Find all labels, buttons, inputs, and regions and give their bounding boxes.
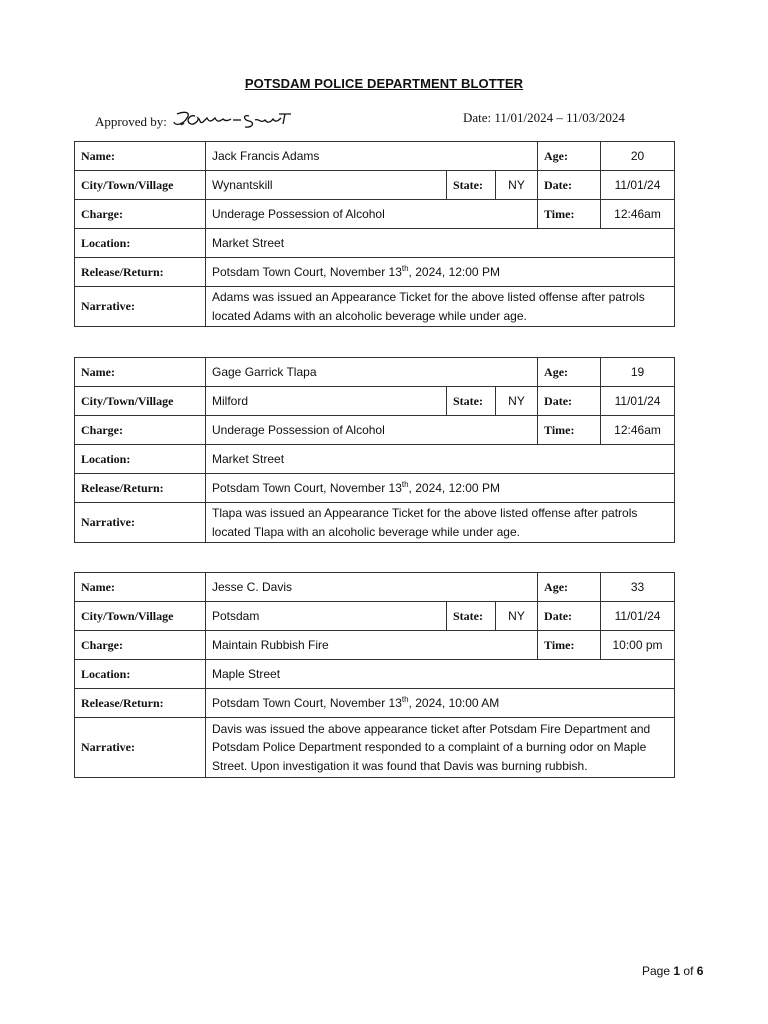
name-value: Jack Francis Adams — [206, 142, 538, 171]
charge-label: Charge: — [75, 200, 206, 229]
date-range: Date: 11/01/2024 – 11/03/2024 — [463, 110, 625, 125]
time-label: Time: — [538, 416, 601, 445]
age-value: 19 — [601, 358, 675, 387]
approved-by — [95, 108, 295, 136]
state-value: NY — [496, 602, 538, 631]
date-label: Date: — [538, 602, 601, 631]
city-label: City/Town/Village — [75, 171, 206, 200]
charge-label: Charge: — [75, 416, 206, 445]
age-value: 33 — [601, 573, 675, 602]
age-label: Age: — [538, 142, 601, 171]
location-value: Market Street — [206, 445, 675, 474]
age-label: Age: — [538, 358, 601, 387]
page-title: POTSDAM POLICE DEPARTMENT BLOTTER — [244, 76, 524, 91]
city-value: Potsdam — [206, 602, 447, 631]
release-value: Potsdam Town Court, November 13th, 2024, 12:00 PM — [206, 474, 675, 503]
narrative-value: Tlapa was issued an Appearance Ticket for the above listed offense after patrols located Tlapa with an alcoholic beverage while under age. — [206, 503, 675, 543]
release-label: Release/Return: — [75, 689, 206, 718]
city-value: Wynantskill — [206, 171, 447, 200]
date-label: Date: — [538, 171, 601, 200]
location-label: Location: — [75, 660, 206, 689]
release-value: Potsdam Town Court, November 13th, 2024, 10:00 AM — [206, 689, 675, 718]
date-label: Date: — [538, 387, 601, 416]
blotter-record-3 — [74, 572, 675, 778]
charge-label: Charge: — [75, 631, 206, 660]
page-number: Page 1 of 6 — [642, 964, 704, 978]
name-label: Name: — [75, 142, 206, 171]
blotter-record-2 — [74, 357, 675, 543]
charge-value: Underage Possession of Alcohol — [206, 200, 538, 229]
narrative-value: Davis was issued the above appearance ticket after Potsdam Fire Department and Potsdam Police Department responded to a complaint of a burning odor on Maple Street. Upon investigation it was found that Davis was burning rubbish. — [206, 718, 675, 778]
location-label: Location: — [75, 445, 206, 474]
name-label: Name: — [75, 358, 206, 387]
state-label: State: — [447, 602, 496, 631]
state-label: State: — [447, 171, 496, 200]
state-label: State: — [447, 387, 496, 416]
release-label: Release/Return: — [75, 474, 206, 503]
release-label: Release/Return: — [75, 258, 206, 287]
location-label: Location: — [75, 229, 206, 258]
state-value: NY — [496, 171, 538, 200]
time-value: 12:46am — [601, 200, 675, 229]
time-value: 10:00 pm — [601, 631, 675, 660]
location-value: Market Street — [206, 229, 675, 258]
charge-value: Underage Possession of Alcohol — [206, 416, 538, 445]
state-value: NY — [496, 387, 538, 416]
city-value: Milford — [206, 387, 447, 416]
time-value: 12:46am — [601, 416, 675, 445]
name-label: Name: — [75, 573, 206, 602]
location-value: Maple Street — [206, 660, 675, 689]
narrative-value: Adams was issued an Appearance Ticket for the above listed offense after patrols located Adams with an alcoholic beverage while under age. — [206, 287, 675, 327]
blotter-record-1 — [74, 141, 675, 327]
narrative-label: Narrative: — [75, 287, 206, 327]
narrative-label: Narrative: — [75, 718, 206, 778]
date-value: 11/01/24 — [601, 171, 675, 200]
name-value: Jesse C. Davis — [206, 573, 538, 602]
narrative-label: Narrative: — [75, 503, 206, 543]
date-value: 11/01/24 — [601, 602, 675, 631]
city-label: City/Town/Village — [75, 387, 206, 416]
date-value: 11/01/24 — [601, 387, 675, 416]
age-label: Age: — [538, 573, 601, 602]
charge-value: Maintain Rubbish Fire — [206, 631, 538, 660]
approved-label: Approved by: — [95, 114, 167, 129]
signature-icon — [171, 108, 295, 136]
time-label: Time: — [538, 631, 601, 660]
city-label: City/Town/Village — [75, 602, 206, 631]
time-label: Time: — [538, 200, 601, 229]
release-value: Potsdam Town Court, November 13th, 2024, 12:00 PM — [206, 258, 675, 287]
name-value: Gage Garrick Tlapa — [206, 358, 538, 387]
age-value: 20 — [601, 142, 675, 171]
